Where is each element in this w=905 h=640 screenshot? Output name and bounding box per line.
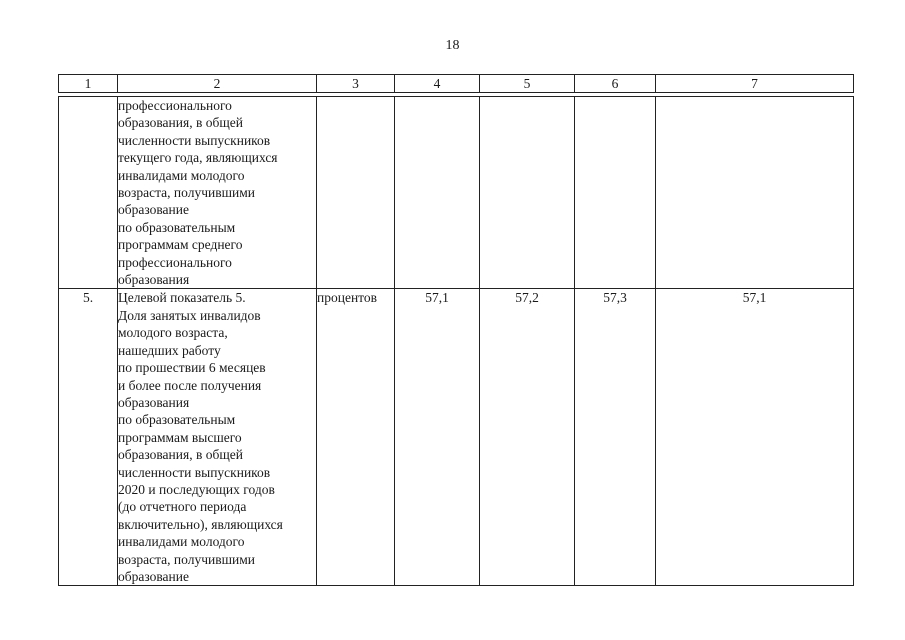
indicator-text-line: программам среднего [118, 237, 243, 253]
indicator-text-line: численности выпускников [118, 464, 271, 480]
indicator-text-line: профессионального [118, 254, 232, 270]
row-number-cell [59, 289, 118, 586]
indicator-text-line: нашедших работу [118, 342, 221, 358]
indicator-text-line: по прошествии 6 месяцев [118, 360, 266, 376]
table-row [59, 97, 854, 289]
indicator-text-line: образования [118, 394, 190, 410]
indicator-text-line: численности выпускников [118, 132, 271, 148]
column-number-header-table [58, 74, 854, 93]
page-number: 18 [445, 38, 460, 53]
value-col7-cell [656, 97, 854, 289]
column-number-row [59, 75, 854, 93]
column-header-1: 1 [59, 75, 118, 93]
indicator-text-line: Целевой показатель 5. [118, 290, 246, 306]
indicator-text-line: образования, в общей [118, 447, 243, 463]
value-col6-cell: 57,3 [575, 289, 656, 586]
indicator-text-line: по образовательным [118, 219, 236, 235]
value-col7-cell: 57,1 [656, 289, 854, 586]
indicator-text-line: (до отчетного периода [118, 499, 247, 515]
indicator-text-line: образования [118, 272, 190, 288]
row-number: 5. [82, 290, 94, 306]
unit-cell [317, 97, 395, 289]
column-header-2: 2 [118, 75, 317, 93]
indicator-text-line: включительно), являющихся [118, 516, 283, 532]
value-col5-cell: 57,2 [480, 289, 575, 586]
value-col5-cell [480, 97, 575, 289]
row-number-cell [59, 97, 118, 289]
indicator-text-line: Доля занятых инвалидов [118, 307, 261, 323]
indicator-text-line: образования, в общей [118, 115, 243, 131]
indicator-text-line: возраста, получившими [118, 185, 255, 201]
column-header-7: 7 [656, 75, 854, 93]
indicator-text-line: образование [118, 202, 189, 218]
indicator-text-line: 2020 и последующих годов [118, 481, 275, 497]
indicators-table [58, 96, 854, 586]
table-row [59, 289, 854, 586]
indicator-text-line: и более после получения [118, 377, 262, 393]
column-header-3: 3 [317, 75, 395, 93]
indicator-text-line: инвалидами молодого [118, 534, 245, 550]
value-col4-cell: 57,1 [395, 289, 480, 586]
indicator-text-line: текущего года, являющихся [118, 150, 278, 166]
indicator-text-line: инвалидами молодого [118, 167, 245, 183]
indicator-name-cell [118, 289, 317, 586]
indicator-text-line: молодого возраста, [118, 325, 228, 341]
indicator-text-line: по образовательным [118, 412, 236, 428]
indicator-text-line: программам высшего [118, 429, 242, 445]
indicator-text-line: профессионального [118, 98, 232, 113]
value-col4-cell [395, 97, 480, 289]
column-header-4: 4 [395, 75, 480, 93]
indicator-text-line: возраста, получившими [118, 551, 255, 567]
column-header-6: 6 [575, 75, 656, 93]
value-col6-cell [575, 97, 656, 289]
unit-cell: процентов [317, 289, 395, 586]
indicator-name-cell [118, 97, 317, 289]
indicator-text-line: образование [118, 568, 189, 584]
column-header-5: 5 [480, 75, 575, 93]
